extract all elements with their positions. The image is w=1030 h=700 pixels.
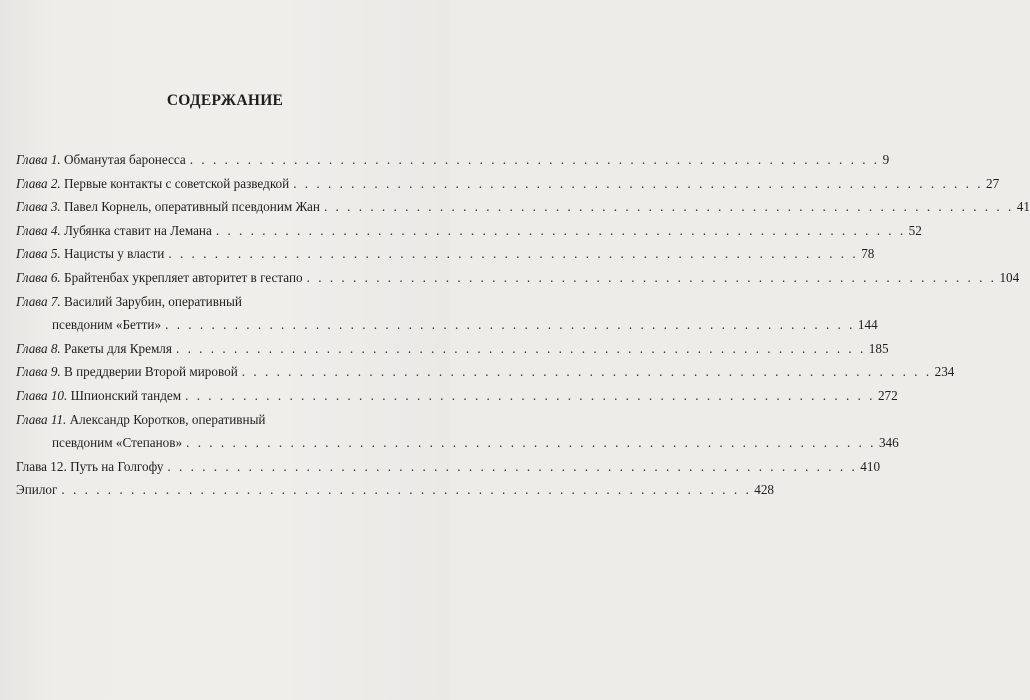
page-number: 52	[908, 222, 922, 238]
page-number: 9	[882, 152, 890, 167]
dot-leader: . . . . . . . . . . . . . . . . . . . . . . . . . . . . . . . . . . . . . . . . . . . . . . . . . . . . . . . . . . . .	[185, 387, 875, 403]
page-number: 346	[878, 435, 899, 451]
table-of-contents	[16, 148, 1030, 502]
chapter-number: Глава 12.	[16, 458, 67, 474]
chapter-title: Путь на Голгофу	[70, 458, 164, 474]
toc-entry	[16, 219, 922, 243]
toc-entry	[16, 455, 881, 479]
dot-leader: . . . . . . . . . . . . . . . . . . . . . . . . . . . . . . . . . . . . . . . . . . . . . . . . . . . . . . . . . . . .	[61, 482, 752, 498]
page-title: СОДЕРЖАНИЕ	[166, 92, 284, 109]
chapter-title: Лубянка ставит на Лемана	[64, 222, 212, 238]
chapter-number: Глава 9.	[16, 364, 61, 380]
toc-entry	[16, 360, 955, 384]
page-number: 41	[1016, 199, 1030, 215]
dot-leader: . . . . . . . . . . . . . . . . . . . . . . . . . . . . . . . . . . . . . . . . . . . . . . . . . . . . . . . . . . . .	[323, 199, 1014, 215]
dot-leader: . . . . . . . . . . . . . . . . . . . . . . . . . . . . . . . . . . . . . . . . . . . . . . . . . . . . . . . . . . . .	[168, 246, 859, 262]
dot-leader: . . . . . . . . . . . . . . . . . . . . . . . . . . . . . . . . . . . . . . . . . . . . . . . . . . . . . . . . . . . .	[175, 340, 866, 356]
toc-entry	[16, 195, 1030, 219]
chapter-title: Шпионский тандем	[70, 387, 182, 403]
chapter-title-continued: псевдоним «Бетти»	[52, 317, 162, 333]
chapter-number: Глава 3.	[16, 199, 61, 215]
dot-leader: . . . . . . . . . . . . . . . . . . . . . . . . . . . . . . . . . . . . . . . . . . . . . . . . . . . . . . . . . . . .	[241, 364, 932, 380]
chapter-number: Глава 6.	[16, 269, 61, 285]
chapter-number: Глава 1.	[16, 152, 61, 167]
chapter-title: Эпилог	[16, 482, 58, 498]
chapter-title: Первые контакты с советской разведкой	[64, 175, 290, 191]
toc-entry	[16, 290, 878, 337]
chapter-number: Глава 5.	[16, 246, 61, 262]
dot-leader: . . . . . . . . . . . . . . . . . . . . . . . . . . . . . . . . . . . . . . . . . . . . . . . . . . . . . . . . . . . .	[189, 152, 880, 167]
chapter-title: Павел Корнель, оперативный псевдоним Жан	[64, 199, 320, 215]
toc-entry	[16, 172, 1000, 196]
toc-entry	[16, 148, 890, 172]
toc-entry	[16, 384, 898, 408]
chapter-title: Обманутая баронесса	[64, 152, 186, 167]
toc-entry	[16, 242, 875, 266]
chapter-title: Ракеты для Кремля	[64, 340, 172, 356]
chapter-number: Глава 7.	[16, 293, 61, 309]
page-number: 104	[999, 269, 1020, 285]
toc-entry	[16, 408, 899, 455]
chapter-title: Брайтенбах укрепляет авторитет в гестапо	[64, 269, 303, 285]
page-number: 410	[860, 458, 881, 474]
toc-entry	[16, 266, 1020, 290]
chapter-number: Глава 8.	[16, 340, 61, 356]
chapter-number: Глава 10.	[16, 387, 68, 403]
page-number: 272	[877, 387, 898, 403]
chapter-number: Глава 2.	[16, 175, 61, 191]
toc-entry	[16, 337, 889, 361]
page-number: 428	[754, 482, 775, 498]
chapter-title: В преддверии Второй мировой	[64, 364, 238, 380]
chapter-title: Александр Коротков, оперативный	[69, 411, 266, 427]
dot-leader: . . . . . . . . . . . . . . . . . . . . . . . . . . . . . . . . . . . . . . . . . . . . . . . . . . . . . . . . . . . .	[167, 458, 858, 474]
chapter-number: Глава 11.	[16, 411, 67, 427]
page-number: 144	[857, 317, 878, 333]
page-number: 78	[861, 246, 875, 262]
dot-leader: . . . . . . . . . . . . . . . . . . . . . . . . . . . . . . . . . . . . . . . . . . . . . . . . . . . . . . . . . . . .	[215, 222, 906, 238]
dot-leader: . . . . . . . . . . . . . . . . . . . . . . . . . . . . . . . . . . . . . . . . . . . . . . . . . . . . . . . . . . . .	[165, 317, 855, 333]
toc-entry-epilogue	[16, 478, 775, 502]
chapter-number: Глава 4.	[16, 222, 61, 238]
page-number: 27	[986, 175, 1000, 191]
page-number: 234	[934, 364, 955, 380]
dot-leader: . . . . . . . . . . . . . . . . . . . . . . . . . . . . . . . . . . . . . . . . . . . . . . . . . . . . . . . . . . . .	[306, 269, 997, 285]
dot-leader: . . . . . . . . . . . . . . . . . . . . . . . . . . . . . . . . . . . . . . . . . . . . . . . . . . . . . . . . . . . .	[186, 435, 876, 451]
chapter-title: Василий Зарубин, оперативный	[64, 293, 242, 309]
page-number: 185	[868, 340, 889, 356]
dot-leader: . . . . . . . . . . . . . . . . . . . . . . . . . . . . . . . . . . . . . . . . . . . . . . . . . . . . . . . . . . . .	[293, 175, 984, 191]
chapter-title-continued: псевдоним «Степанов»	[52, 435, 183, 451]
chapter-title: Нацисты у власти	[64, 246, 165, 262]
